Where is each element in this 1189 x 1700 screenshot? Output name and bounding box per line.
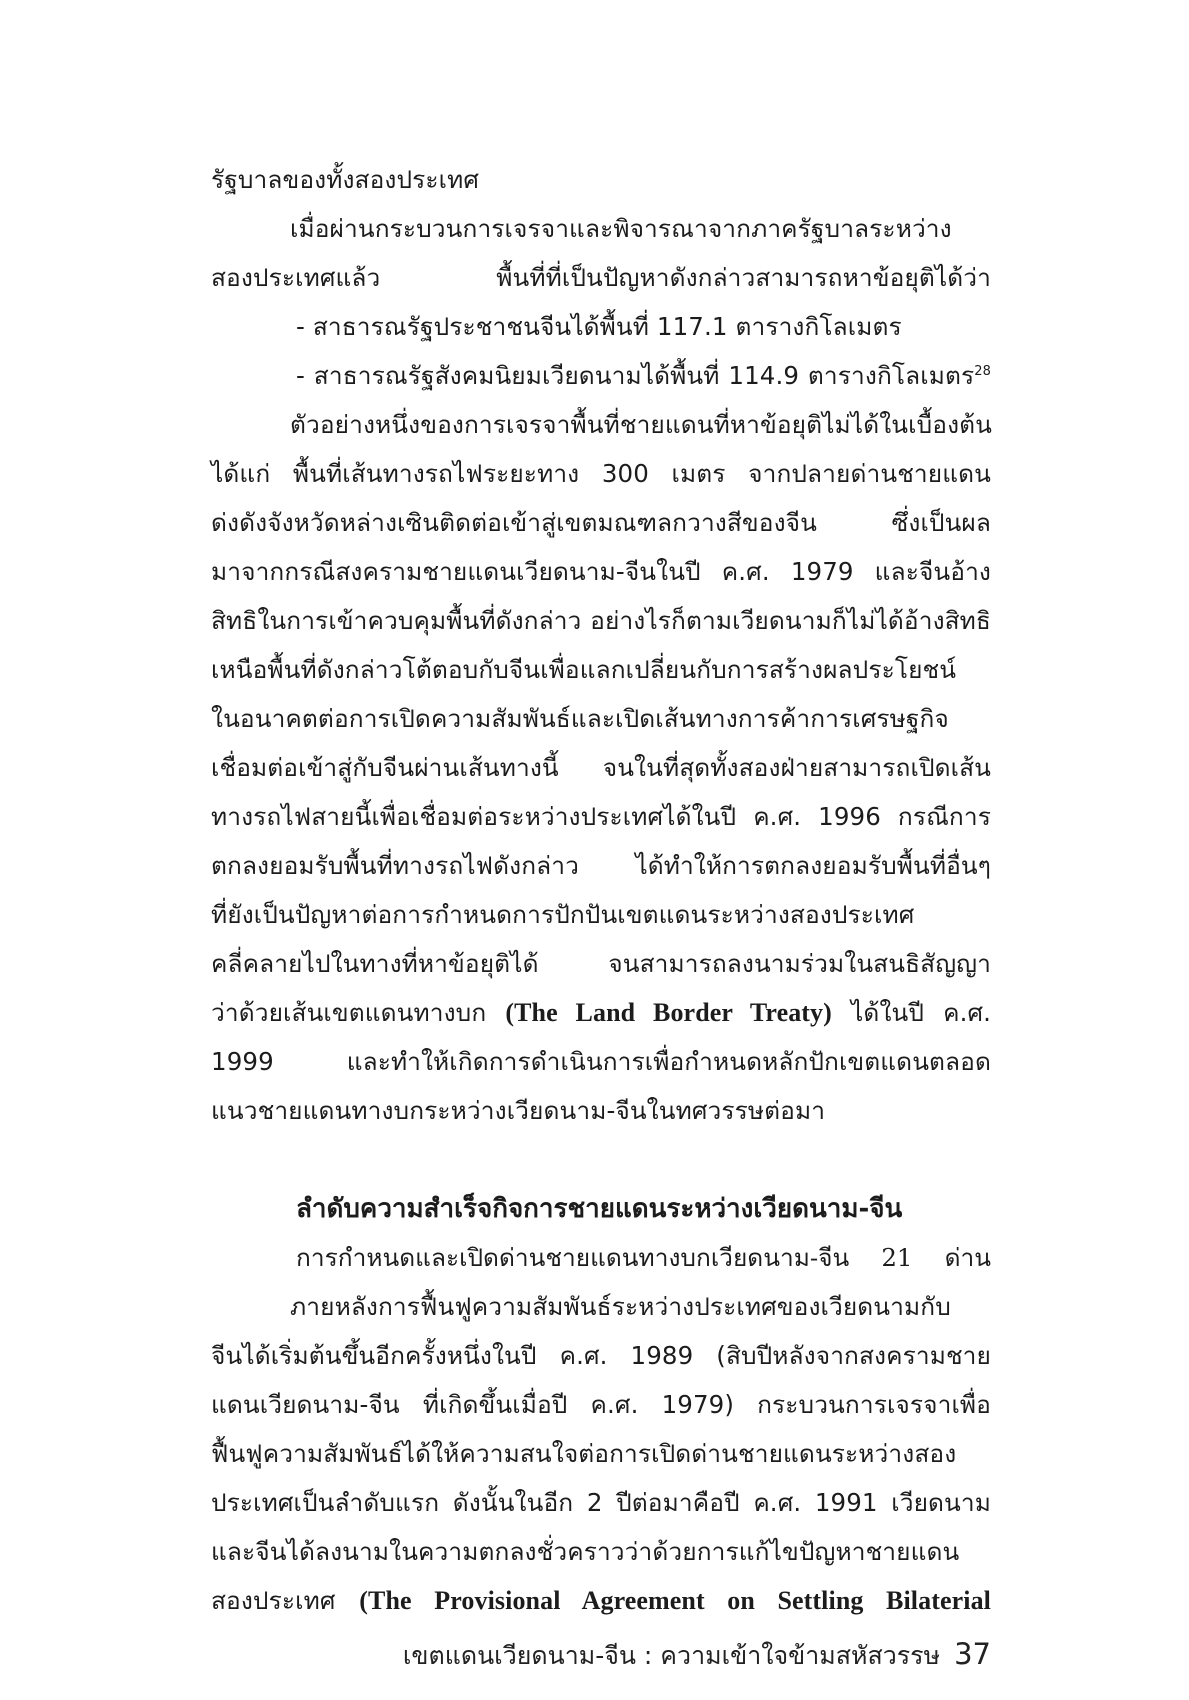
text-line: คลี่คลายไปในทางที่หาข้อยุติได้ จนสามารถลงนามร่วมในสนธิสัญญา xyxy=(211,949,991,978)
page-number: 37 xyxy=(954,1637,991,1671)
text-line: รัฐบาลของทั้งสองประเทศ xyxy=(211,165,480,194)
text-line: ด่งดังจังหวัดหล่างเซินติดต่อเข้าสู่เขตมณฑลกวางสีของจีน ซึ่งเป็นผล xyxy=(211,508,991,537)
section-subheading: การกำหนดและเปิดด่านชายแดนทางบกเวียดนาม-จีน 21 ด่าน xyxy=(296,1243,991,1272)
text-line: ทางรถไฟสายนี้เพื่อเชื่อมต่อระหว่างประเทศได้ในปี ค.ศ. 1996 กรณีการ xyxy=(211,802,991,831)
text-span: ได้ในปี ค.ศ. xyxy=(851,998,992,1027)
text-line: - สาธารณรัฐประชาชนจีนได้พื้นที่ 117.1 ตารางกิโลเมตร xyxy=(296,312,902,341)
running-title: เขตแดนเวียดนาม-จีน : ความเข้าใจข้ามสหัสวรรษ xyxy=(402,1641,941,1670)
text-line: และจีนได้ลงนามในความตกลงชั่วคราวว่าด้วยการแก้ไขปัญหาชายแดน xyxy=(211,1537,960,1566)
text-line: ตกลงยอมรับพื้นที่ทางรถไฟดังกล่าว ได้ทำให้การตกลงยอมรับพื้นที่อื่นๆ xyxy=(211,851,991,880)
text-line: ฟื้นฟูความสัมพันธ์ได้ให้ความสนใจต่อการเปิดด่านชายแดนระหว่างสอง xyxy=(211,1439,957,1468)
text-line: จีนได้เริ่มต้นขึ้นอีกครั้งหนึ่งในปี ค.ศ. 1989 (สิบปีหลังจากสงครามชาย xyxy=(211,1341,991,1370)
text-line: สิทธิในการเข้าควบคุมพื้นที่ดังกล่าว อย่างไรก็ตามเวียดนามก็ไม่ได้อ้างสิทธิ xyxy=(211,606,991,635)
text-line xyxy=(211,1581,991,1621)
text-line: เชื่อมต่อเข้าสู่กับจีนผ่านเส้นทางนี้ จนในที่สุดทั้งสองฝ่ายสามารถเปิดเส้น xyxy=(211,753,991,782)
text-line: ภายหลังการฟื้นฟูความสัมพันธ์ระหว่างประเทศของเวียดนามกับ xyxy=(290,1292,951,1321)
text-line: แดนเวียดนาม-จีน ที่เกิดขึ้นเมื่อปี ค.ศ. 1979) กระบวนการเจรจาเพื่อ xyxy=(211,1390,991,1419)
text-span: - สาธารณรัฐสังคมนิยมเวียดนามได้พื้นที่ 114.9 ตารางกิโลเมตร xyxy=(296,361,975,390)
text-line: สองประเทศแล้ว พื้นที่ที่เป็นปัญหาดังกล่าวสามารถหาข้อยุติได้ว่า xyxy=(211,263,991,292)
footnote-marker: 28 xyxy=(974,363,991,379)
text-line: เมื่อผ่านกระบวนการเจรจาและพิจารณาจากภาครัฐบาลระหว่าง xyxy=(290,214,952,243)
text-line: แนวชายแดนทางบกระหว่างเวียดนาม-จีนในทศวรรษต่อมา xyxy=(211,1096,826,1125)
text-line xyxy=(211,993,991,1033)
text-line: ตัวอย่างหนึ่งของการเจรจาพื้นที่ชายแดนที่หาข้อยุติไม่ได้ในเบื้องต้น xyxy=(290,410,992,439)
text-line: เหนือพื้นที่ดังกล่าวโต้ตอบกับจีนเพื่อแลกเปลี่ยนกับการสร้างผลประโยชน์ xyxy=(211,655,957,684)
text-line: 1999 และทำให้เกิดการดำเนินการเพื่อกำหนดหลักปักเขตแดนตลอด xyxy=(211,1047,991,1076)
text-line: ในอนาคตต่อการเปิดความสัมพันธ์และเปิดเส้นทางการค้าการเศรษฐกิจ xyxy=(211,704,949,733)
text-span: ว่าด้วยเส้นเขตแดนทางบก xyxy=(211,998,487,1027)
section-heading: ลำดับความสำเร็จกิจการชายแดนระหว่างเวียดนาม-จีน xyxy=(296,1194,903,1224)
english-title: (The Provisional Agreement on Settling Bilaterial xyxy=(359,1586,991,1615)
text-line: ประเทศเป็นลำดับแรก ดังนั้นในอีก 2 ปีต่อมาคือปี ค.ศ. 1991 เวียดนาม xyxy=(211,1488,991,1517)
text-line: ที่ยังเป็นปัญหาต่อการกำหนดการปักปันเขตแดนระหว่างสองประเทศ xyxy=(211,900,915,929)
text-line: ได้แก่ พื้นที่เส้นทางรถไฟระยะทาง 300 เมตร จากปลายด่านชายแดน xyxy=(211,459,991,488)
text-line: มาจากกรณีสงครามชายแดนเวียดนาม-จีนในปี ค.ศ. 1979 และจีนอ้าง xyxy=(211,557,991,586)
text-span: สองประเทศ xyxy=(211,1586,336,1615)
page-footer xyxy=(403,1634,991,1676)
english-title: (The Land Border Treaty) xyxy=(505,998,832,1027)
text-line xyxy=(296,356,991,396)
